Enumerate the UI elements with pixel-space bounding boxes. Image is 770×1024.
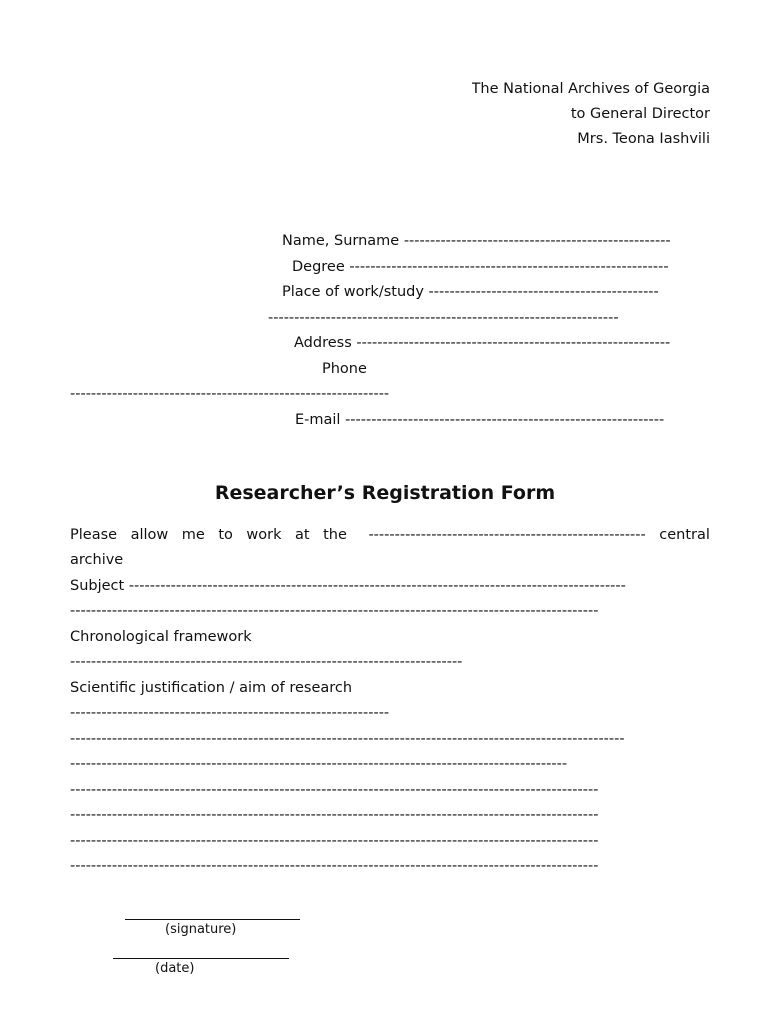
signature-label: (signature) [165,922,237,937]
date-line [113,958,289,959]
allow-work-line [70,526,710,544]
address-field: Address ------------------------------------------------------------ [294,335,671,351]
signature-line [125,919,300,920]
phone-field: Phone [322,361,367,377]
archive-name-blank: ----------------------------------------------------- [368,527,646,543]
chronological-framework-label: Chronological framework [70,629,252,645]
aim-line: ------------------------------------------------------------- [70,705,390,721]
phone-continuation: ------------------------------------------------------------- [70,386,390,402]
allow-word: at [295,527,310,543]
chronological-framework-line: --------------------------------------------------------------------------- [70,654,463,670]
allow-word: to [218,527,233,543]
allow-word: central [659,527,710,543]
aim-line: ----------------------------------------------------------------------------------------------------- [70,833,599,849]
allow-word: me [181,527,205,543]
subject-continuation: ----------------------------------------------------------------------------------------------------- [70,603,599,619]
allow-word: the [323,527,347,543]
aim-line: ----------------------------------------------------------------------------------------------- [70,756,568,772]
name-surname-field: Name, Surname --------------------------------------------------- [282,233,671,249]
addressee-line-3: Mrs. Teona Iashvili [577,131,710,147]
aim-line: ----------------------------------------------------------------------------------------------------- [70,807,599,823]
addressee-line-1: The National Archives of Georgia [471,81,710,97]
workplace-continuation: ------------------------------------------------------------------- [268,310,619,326]
allow-word: Please [70,527,118,543]
aim-line: ----------------------------------------------------------------------------------------------------- [70,782,599,798]
aim-of-research-label: Scientific justification / aim of research [70,680,353,696]
allow-work-continuation: archive [70,552,124,568]
aim-line: ----------------------------------------------------------------------------------------------------- [70,858,599,874]
degree-field: Degree ------------------------------------------------------------- [292,259,669,275]
email-field: E-mail ------------------------------------------------------------- [295,412,665,428]
date-label: (date) [155,961,195,976]
subject-field: Subject ----------------------------------------------------------------------------------------------- [70,578,626,594]
addressee-line-2: to General Director [570,106,710,122]
allow-word: allow [130,527,169,543]
form-title: Researcher’s Registration Form [214,482,556,504]
workplace-field: Place of work/study -------------------------------------------- [282,284,659,300]
allow-word: work [246,527,282,543]
aim-line: ---------------------------------------------------------------------------------------------------------- [70,731,625,747]
